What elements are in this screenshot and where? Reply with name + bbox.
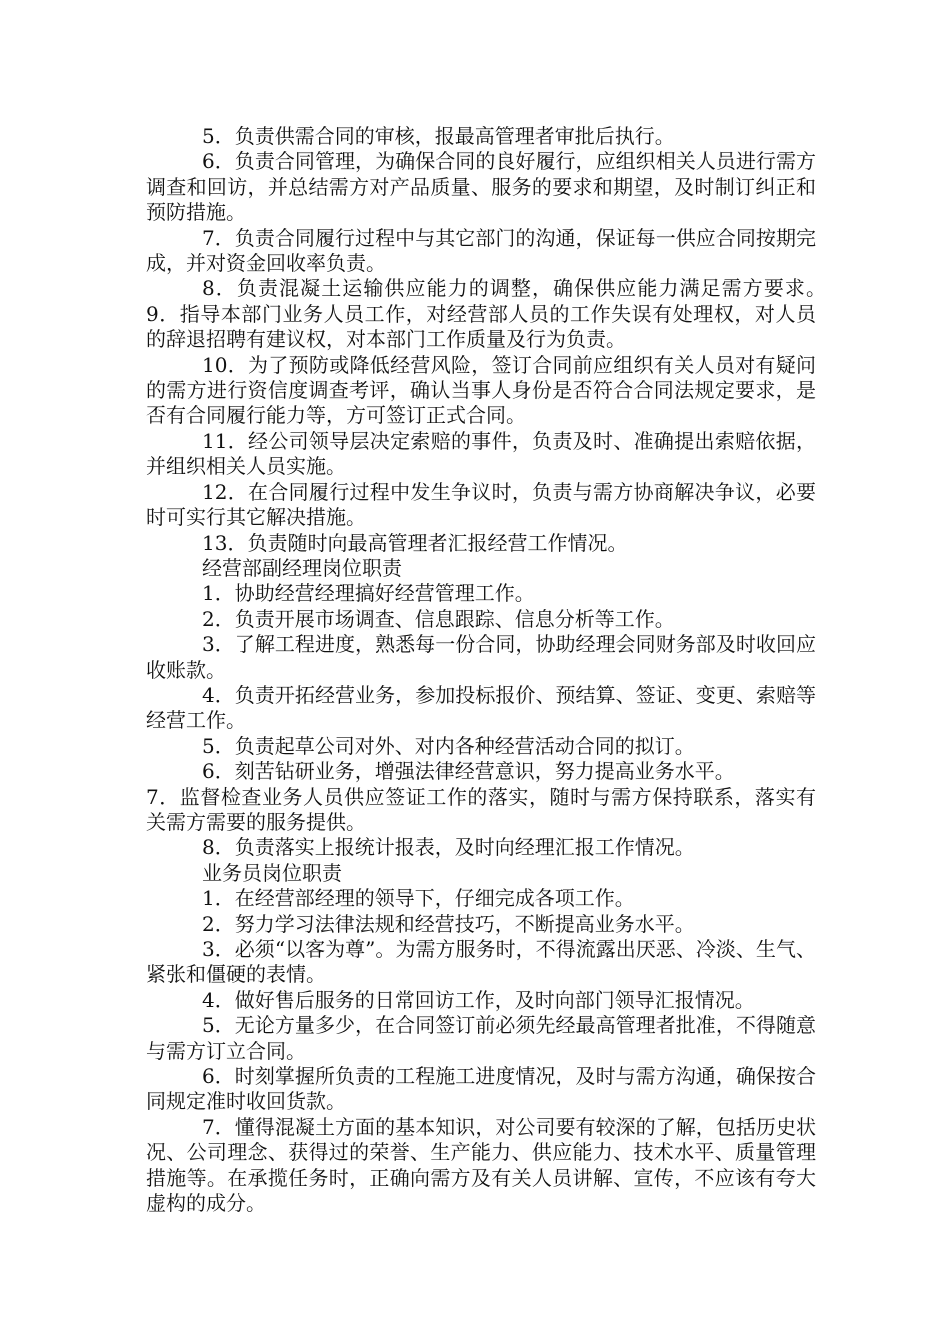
paragraph-deputy-1: 1．协助经营经理搞好经营管理工作。	[202, 581, 535, 606]
paragraph-deputy-4: 4．负责开拓经营业务，参加投标报价、预结算、签证、变更、索赔等经营工作。	[146, 682, 816, 733]
paragraph-manager-11: 11．经公司领导层决定索赔的事件，负责及时、准确提出索赔依据，并组织相关人员实施。	[146, 428, 816, 479]
paragraph-manager-10: 10．为了预防或降低经营风险，签订合同前应组织有关人员对有疑问的需方进行资信度调查考评，确认当事人身份是否符合合同法规定要求，是否有合同履行能力等，方可签订正式合同。	[146, 352, 816, 428]
paragraph-manager-13: 13．负责随时向最高管理者汇报经营工作情况。	[202, 530, 628, 555]
paragraph-staff-3: 3．必须“以客为尊”。为需方服务时，不得流露出厌恶、冷淡、生气、紧张和僵硬的表情。	[146, 937, 816, 987]
paragraph-deputy-8: 8．负责落实上报统计报表，及时向经理汇报工作情况。	[202, 835, 695, 860]
paragraph-manager-8-9: 8．负责混凝土运输供应能力的调整，确保供应能力满足需方要求。 9．指导本部门业务人员工作，对经营部人员的工作失误有处理权，对人员的辞退招聘有建议权，对本部门工作质量及行为负责。	[146, 276, 836, 352]
paragraph-deputy-5: 5．负责起草公司对外、对内各种经营活动合同的拟订。	[202, 733, 695, 758]
paragraph-manager-6: 6．负责合同管理，为确保合同的良好履行，应组织相关人员进行需方调查和回访，并总结需方对产品质量、服务的要求和期望，及时制订纠正和预防措施。	[146, 149, 816, 225]
document-body	[146, 124, 836, 1216]
paragraph-staff-4: 4．做好售后服务的日常回访工作，及时向部门领导汇报情况。	[202, 987, 755, 1012]
paragraph-deputy-6: 6．刻苦钻研业务，增强法律经营意识，努力提高业务水平。	[202, 759, 735, 784]
paragraph-staff-2: 2．努力学习法律法规和经营技巧，不断提高业务水平。	[202, 911, 695, 936]
paragraph-staff-1: 1．在经营部经理的领导下，仔细完成各项工作。	[202, 886, 635, 911]
paragraph-deputy-7: 7．监督检查业务人员供应签证工作的落实，随时与需方保持联系，落实有关需方需要的服务提供。	[146, 784, 816, 834]
paragraph-manager-7: 7．负责合同履行过程中与其它部门的沟通，保证每一供应合同按期完成，并对资金回收率负责。	[146, 225, 816, 276]
paragraph-manager-5: 5．负责供需合同的审核，报最高管理者审批后执行。	[202, 124, 675, 148]
paragraph-staff-5: 5．无论方量多少，在合同签订前必须先经最高管理者批准，不得随意与需方订立合同。	[146, 1013, 816, 1063]
paragraph-staff-6: 6．时刻掌握所负责的工程施工进度情况，及时与需方沟通，确保按合同规定准时收回货款。	[146, 1064, 816, 1114]
paragraph-deputy-3: 3．了解工程进度，熟悉每一份合同，协助经理会同财务部及时收回应收账款。	[146, 632, 816, 682]
section-heading-deputy: 经营部副经理岗位职责	[202, 555, 402, 580]
paragraph-manager-12: 12．在合同履行过程中发生争议时，负责与需方协商解决争议，必要时可实行其它解决措施。	[146, 479, 816, 530]
paragraph-deputy-2: 2．负责开展市场调查、信息跟踪、信息分析等工作。	[202, 606, 675, 631]
paragraph-staff-7: 7．懂得混凝土方面的基本知识，对公司要有较深的了解，包括历史状况、公司理念、获得过的荣誉、生产能力、供应能力、技术水平、质量管理措施等。在承揽任务时，正确向需方及有关人员讲解、宣传，不应该有夸大虚构的成分。	[146, 1114, 816, 1216]
section-heading-staff: 业务员岗位职责	[202, 860, 342, 885]
